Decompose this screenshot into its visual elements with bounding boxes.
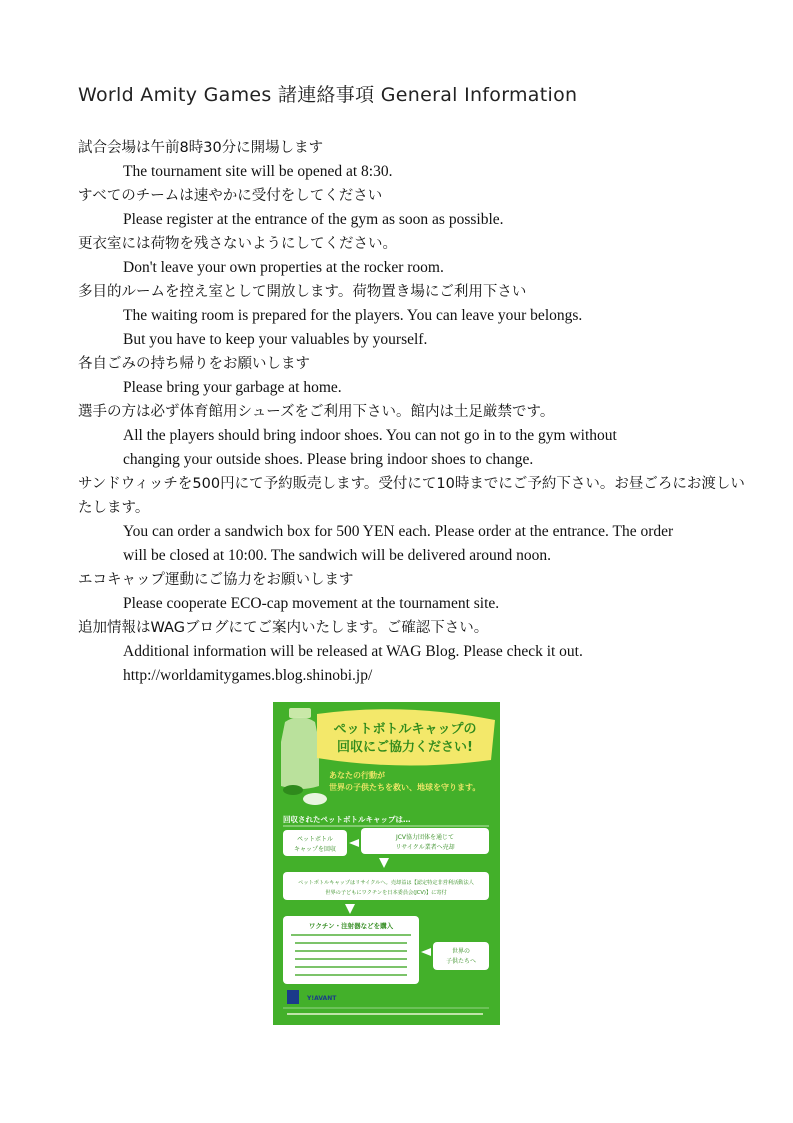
info-list [78,136,748,688]
eco-cap-poster [273,702,500,1025]
info-item-en: http://worldamitygames.blog.shinobi.jp/ [123,667,373,684]
info-item-jp: すべてのチームは速やかに受付をしてください [78,188,383,204]
poster-title-1: ペットボトルキャップの [333,722,477,737]
arrow-down-icon [379,858,389,868]
svg-text:世界の: 世界の [451,948,471,955]
svg-text:リサイクル業者へ売却: リサイクル業者へ売却 [395,844,455,851]
svg-text:世界の子どもにワクチンを日本委員会(JCV)】に寄付: 世界の子どもにワクチンを日本委員会(JCV)】に寄付 [325,890,447,896]
svg-text:ワクチン・注射器などを購入: ワクチン・注射器などを購入 [308,922,394,930]
info-item-jp: 追加情報はWAGブログにてご案内いたします。ご確認下さい。 [78,620,489,636]
info-item-jp: 多目的ルームを控え室として開放します。荷物置き場にご利用下さい [78,284,527,300]
info-item-en: Please register at the entrance of the gym as soon as possible. [123,211,504,228]
info-item-jp: 各自ごみの持ち帰りをお願いします [78,356,310,372]
poster-title-2: 回収にご協力ください! [337,740,473,755]
poster-logo: Y!AVANT [307,995,337,1002]
info-item-en: Additional information will be released at WAG Blog. Please check it out. [123,643,583,660]
info-item-en: Don't leave your own properties at the rocker room. [123,259,444,276]
arrow-right-icon [421,948,431,956]
info-item-jp: エコキャップ運動にご協力をお願いします [78,572,354,588]
poster-section: 回収されたペットボトルキャップは… [283,815,411,824]
info-item-en: The tournament site will be opened at 8:30. [123,163,393,180]
svg-text:ペットボトルキャップはリサイクルへ。売却益は【認定特定非営利: ペットボトルキャップはリサイクルへ。売却益は【認定特定非営利活動法人 [298,880,474,886]
svg-text:ペットボトル: ペットボトル [296,836,334,843]
info-item-en: changing your outside shoes. Please bring indoor shoes to change. [123,451,534,468]
info-item-en: But you have to keep your valuables by yourself. [123,331,428,348]
info-item-en: Please bring your garbage at home. [123,379,342,396]
info-item-en: Please cooperate ECO-cap movement at the tournament site. [123,595,500,612]
info-item-jp: 選手の方は必ず体育館用シューズをご利用下さい。館内は土足厳禁です。 [78,404,555,420]
info-item-en: You can order a sandwich box for 500 YEN each. Please order at the entrance. The order [123,523,674,540]
poster-slogan-1: あなたの行動が [329,771,385,780]
svg-text:キャップを回収: キャップを回収 [293,846,337,853]
info-item-jp: 更衣室には荷物を残さないようにしてください。 [78,236,397,252]
svg-text:JCV協力団体を通じて: JCV協力団体を通じて [395,834,455,841]
info-item-jp: 試合会場は午前8時30分に開場します [78,140,324,156]
page-title: World Amity Games 諸連絡事項 General Information [78,84,578,106]
info-item-en: The waiting room is prepared for the players. You can leave your belongs. [123,307,583,324]
info-item-jp: サンドウィッチを500円にて予約販売します。受付にて10時までにご予約下さい。お昼ごろにお渡しいたします。 [78,476,745,516]
info-item-en: All the players should bring indoor shoes. You can not go in to the gym without [123,427,617,444]
svg-text:子供たちへ: 子供たちへ [445,958,477,965]
info-item-en: will be closed at 10:00. The sandwich will be delivered around noon. [123,547,552,564]
arrow-right-icon [349,839,359,847]
logo-emblem-icon [287,990,299,1004]
arrow-down-icon [345,904,355,914]
flow-box-children [433,942,489,970]
poster-slogan-2: 世界の子供たちを救い、地球を守ります。 [329,783,481,792]
title-badge [317,709,495,765]
